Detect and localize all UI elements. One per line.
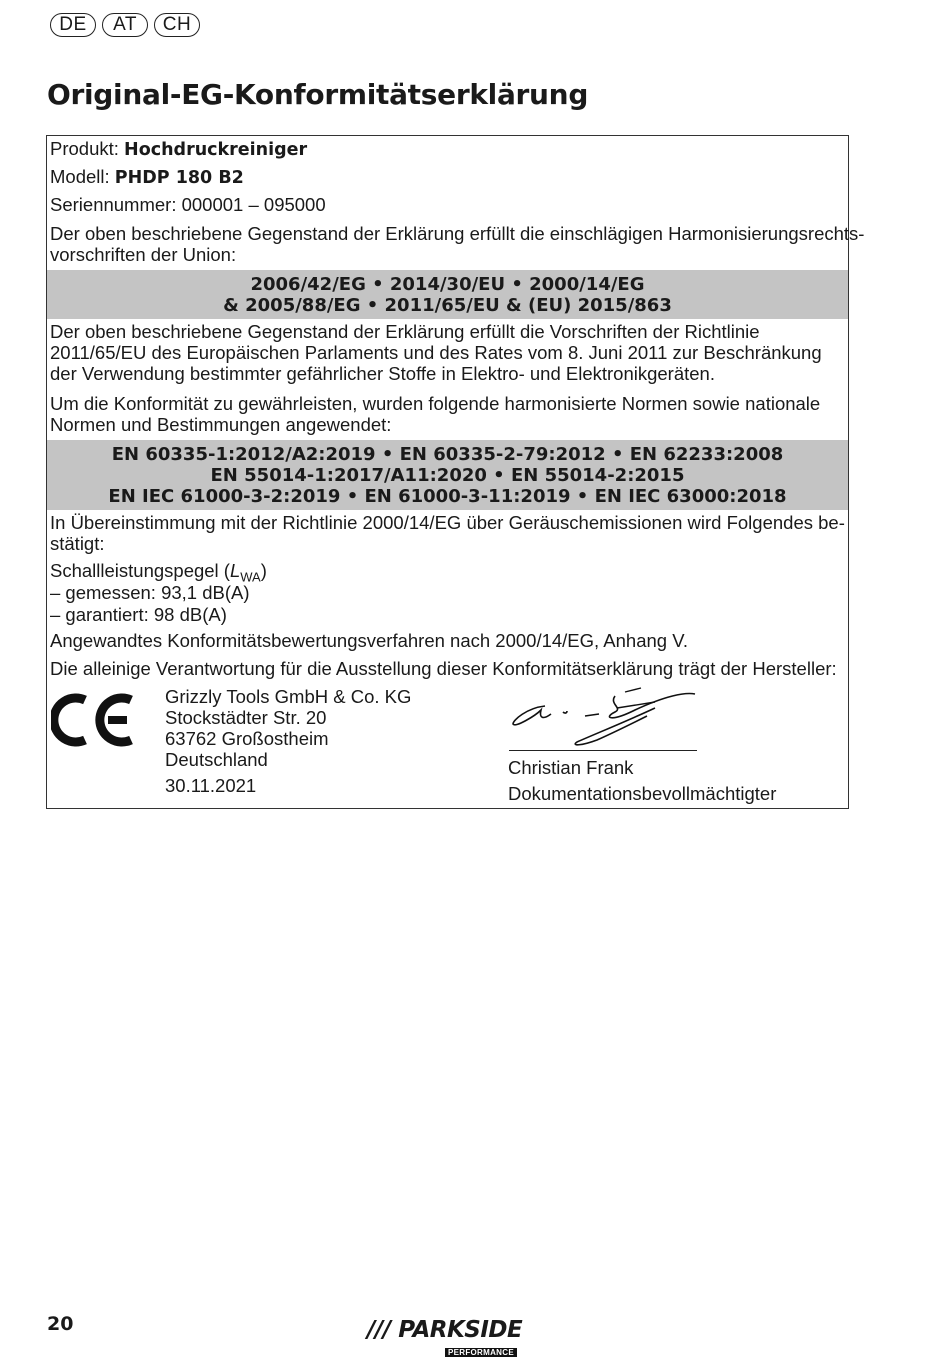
- rohs-line-1: Der oben beschriebene Gegenstand der Erklärung erfüllt die Vorschriften der Richtlinie: [50, 321, 760, 342]
- noise-line-1: In Übereinstimmung mit der Richtlinie 2000/14/EG über Geräuschemissionen wird Folgendes be-: [50, 512, 845, 533]
- manufacturer-country: Deutschland: [165, 749, 268, 770]
- declaration-date: 30.11.2021: [165, 775, 257, 796]
- manufacturer-name: Grizzly Tools GmbH & Co. KG: [165, 686, 412, 707]
- signer-role: Dokumentationsbevollmächtigter: [508, 783, 777, 804]
- directives-line-2: & 2005/88/EG • 2011/65/EU & (EU) 2015/863: [223, 294, 672, 316]
- product-label: Produkt:: [50, 138, 119, 159]
- brand-logo: [367, 1317, 529, 1357]
- country-badges: [50, 13, 200, 37]
- sound-power-level: Schallleistungspegel $(L_{WA})$: [50, 560, 267, 585]
- directives-band: [47, 270, 848, 319]
- norms-line-3: EN IEC 61000-3-2:2019 • EN 61000-3-11:2019 • EN IEC 63000:2018: [108, 485, 787, 507]
- model-value: PHDP 180 B2: [114, 168, 244, 188]
- signature-image: [505, 686, 705, 752]
- brand-sub: PERFORMANCE: [445, 1348, 517, 1357]
- badge-de: DE: [50, 13, 96, 37]
- intro-line-2: vorschriften der Union:: [50, 244, 237, 265]
- measured-level: – gemessen: 93,1 dB(A): [50, 582, 250, 603]
- responsibility-line: Die alleinige Verantwortung für die Ausstellung dieser Konformitätserklärung trägt der Hersteller:: [50, 658, 837, 679]
- manufacturer-city: 63762 Großostheim: [165, 728, 329, 749]
- norms-band: [47, 440, 848, 510]
- manufacturer-street: Stockstädter Str. 20: [165, 707, 327, 728]
- noise-line-2: stätigt:: [50, 533, 105, 554]
- brand-name: /// PARKSIDE: [367, 1317, 523, 1343]
- product-line: [50, 138, 307, 161]
- badge-at: AT: [102, 13, 148, 37]
- guaranteed-level: – garantiert: 98 dB(A): [50, 604, 227, 625]
- rohs-line-2: 2011/65/EU des Europäischen Parlaments und des Rates vom 8. Juni 2011 zur Beschränkung: [50, 342, 822, 363]
- norms-intro-line-1: Um die Konformität zu gewährleisten, wurden folgende harmonisierte Normen sowie nationale: [50, 393, 821, 414]
- model-line: [50, 166, 244, 189]
- brand-slashes-icon: ///: [367, 1317, 391, 1343]
- norms-line-2: EN 55014-1:2017/A11:2020 • EN 55014-2:2015: [210, 464, 685, 486]
- model-label: Modell:: [50, 166, 110, 187]
- signature-line: [509, 750, 697, 751]
- product-value: Hochdruckreiniger: [124, 140, 308, 160]
- signer-name: Christian Frank: [508, 757, 634, 778]
- ce-mark-icon: [51, 690, 135, 750]
- directives-line-1: 2006/42/EG • 2014/30/EU • 2000/14/EG: [250, 273, 645, 295]
- badge-ch: CH: [154, 13, 200, 37]
- page-title: Original-EG-Konformitätserklärung: [47, 78, 589, 111]
- serial-line: Seriennummer: 000001 – 095000: [50, 194, 326, 215]
- page-number: 20: [47, 1313, 74, 1335]
- procedure-line: Angewandtes Konformitätsbewertungsverfahren nach 2000/14/EG, Anhang V.: [50, 630, 688, 651]
- rohs-line-3: der Verwendung bestimmter gefährlicher Stoffe in Elektro- und Elektronikgeräten.: [50, 363, 715, 384]
- norms-line-1: EN 60335-1:2012/A2:2019 • EN 60335-2-79:2012 • EN 62233:2008: [111, 443, 784, 465]
- norms-intro-line-2: Normen und Bestimmungen angewendet:: [50, 414, 392, 435]
- declaration-box: [46, 135, 865, 809]
- intro-line-1: Der oben beschriebene Gegenstand der Erklärung erfüllt die einschlägigen Harmonisierungsrechts-: [50, 223, 865, 244]
